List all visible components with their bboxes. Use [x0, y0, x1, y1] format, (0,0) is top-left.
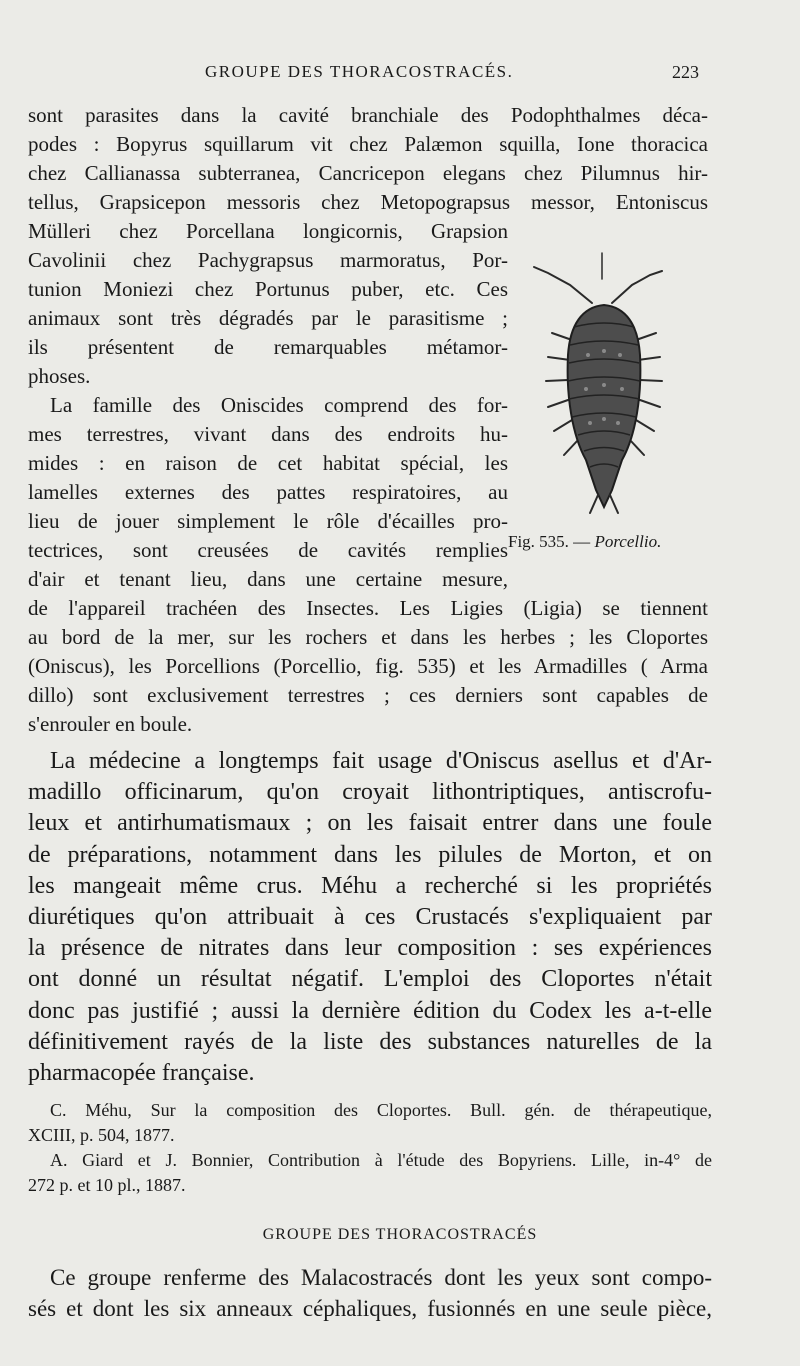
text-line: pharmacopée française. [28, 1060, 255, 1087]
figure-name: Porcellio. [594, 532, 662, 551]
text-line: dillo) sont exclusivement terrestres ; ces derniers sont capables de [28, 683, 708, 707]
text-line: lieu de jouer simplement le rôle d'écailles pro- [28, 509, 508, 533]
text-line: Mülleri chez Porcellana longicornis, Grapsion [28, 219, 508, 243]
text-line: la présence de nitrates dans leur composition : ses expériences [28, 935, 712, 962]
running-head [0, 62, 800, 84]
section-title: GROUPE DES THORACOSTRACÉS [262, 1226, 538, 1243]
page-number: 223 [672, 62, 699, 82]
references [28, 1098, 712, 1198]
text-line: les mangeait même crus. Méhu a recherché si les propriétés [28, 872, 712, 899]
figure-porcellio [500, 245, 715, 565]
text-line: tellus, Grapsicepon messoris chez Metopograpsus messor, Entoniscus [28, 190, 708, 214]
porcellio-illustration [500, 245, 715, 535]
text-line: animaux sont très dégradés par le parasitisme ; [28, 306, 508, 330]
text-line: podes : Bopyrus squillarum vit chez Palæmon squilla, Ione thoracica [28, 132, 708, 156]
text-line: Cavolinii chez Pachygrapsus marmoratus, Por- [28, 248, 508, 272]
text-line: phoses. [28, 364, 91, 388]
text-line: chez Callianassa subterranea, Cancricepon elegans chez Pilumnus hir- [28, 161, 708, 185]
text-line: lamelles externes des pattes respiratoires, au [28, 480, 508, 504]
paragraph-groupe [28, 1262, 712, 1324]
text-line: ont donné un résultat négatif. L'emploi des Cloportes n'était [28, 966, 712, 993]
text-line: au bord de la mer, sur les rochers et dans les herbes ; les Cloportes [28, 625, 708, 649]
text-line: ils présentent de remarquables métamor- [28, 335, 508, 359]
text-line: de l'appareil trachéen des Insectes. Les Ligies (Ligia) se tiennent [28, 596, 708, 620]
text-line: leux et antirhumatismaux ; on les faisait entrer dans une foule [28, 810, 712, 837]
reference-line: C. Méhu, Sur la composition des Cloportes. Bull. gén. de thérapeutique, [50, 1100, 712, 1120]
figure-label: Fig. 535. — [508, 532, 591, 551]
reference-line: XCIII, p. 504, 1877. [28, 1125, 175, 1145]
text-line: Ce groupe renferme des Malacostracés dont les yeux sont compo- [50, 1265, 712, 1290]
text-line: sont parasites dans la cavité branchiale des Podophthalmes déca- [28, 103, 708, 127]
text-line: tunion Moniezi chez Portunus puber, etc. Ces [28, 277, 508, 301]
text-line: de préparations, notamment dans les pilules de Morton, et on [28, 841, 712, 868]
text-line: La médecine a longtemps fait usage d'Oniscus asellus et d'Ar- [50, 748, 712, 774]
paragraph-medecine [28, 746, 712, 1089]
text-line: tectrices, sont creusées de cavités remplies [28, 538, 508, 562]
text-line: (Oniscus), les Porcellions (Porcellio, fig. 535) et les Armadilles ( Arma [28, 654, 708, 678]
text-line: sés et dont les six anneaux céphaliques, fusionnés en une seule pièce, [28, 1296, 712, 1321]
text-line: madillo officinarum, qu'on croyait lithontriptiques, antiscrofu- [28, 779, 712, 806]
text-line: mides : en raison de cet habitat spécial, les [28, 451, 508, 475]
reference-line: 272 p. et 10 pl., 1887. [28, 1175, 186, 1195]
text-line: La famille des Oniscides comprend des for- [50, 393, 508, 417]
text-line: donc pas justifié ; aussi la dernière édition du Codex les a-t-elle [28, 997, 712, 1024]
figure-caption [508, 532, 661, 552]
text-line: s'enrouler en boule. [28, 712, 193, 736]
text-line: définitivement rayés de la liste des substances naturelles de la [28, 1028, 712, 1055]
text-line: mes terrestres, vivant dans des endroits hu- [28, 422, 508, 446]
text-line: diurétiques qu'on attribuait à ces Crustacés s'expliquaient par [28, 904, 712, 931]
running-title: GROUPE DES THORACOSTRACÉS. [205, 62, 514, 81]
reference-line: A. Giard et J. Bonnier, Contribution à l'étude des Bopyriens. Lille, in-4° de [50, 1150, 712, 1170]
text-line: d'air et tenant lieu, dans une certaine mesure, [28, 567, 508, 591]
